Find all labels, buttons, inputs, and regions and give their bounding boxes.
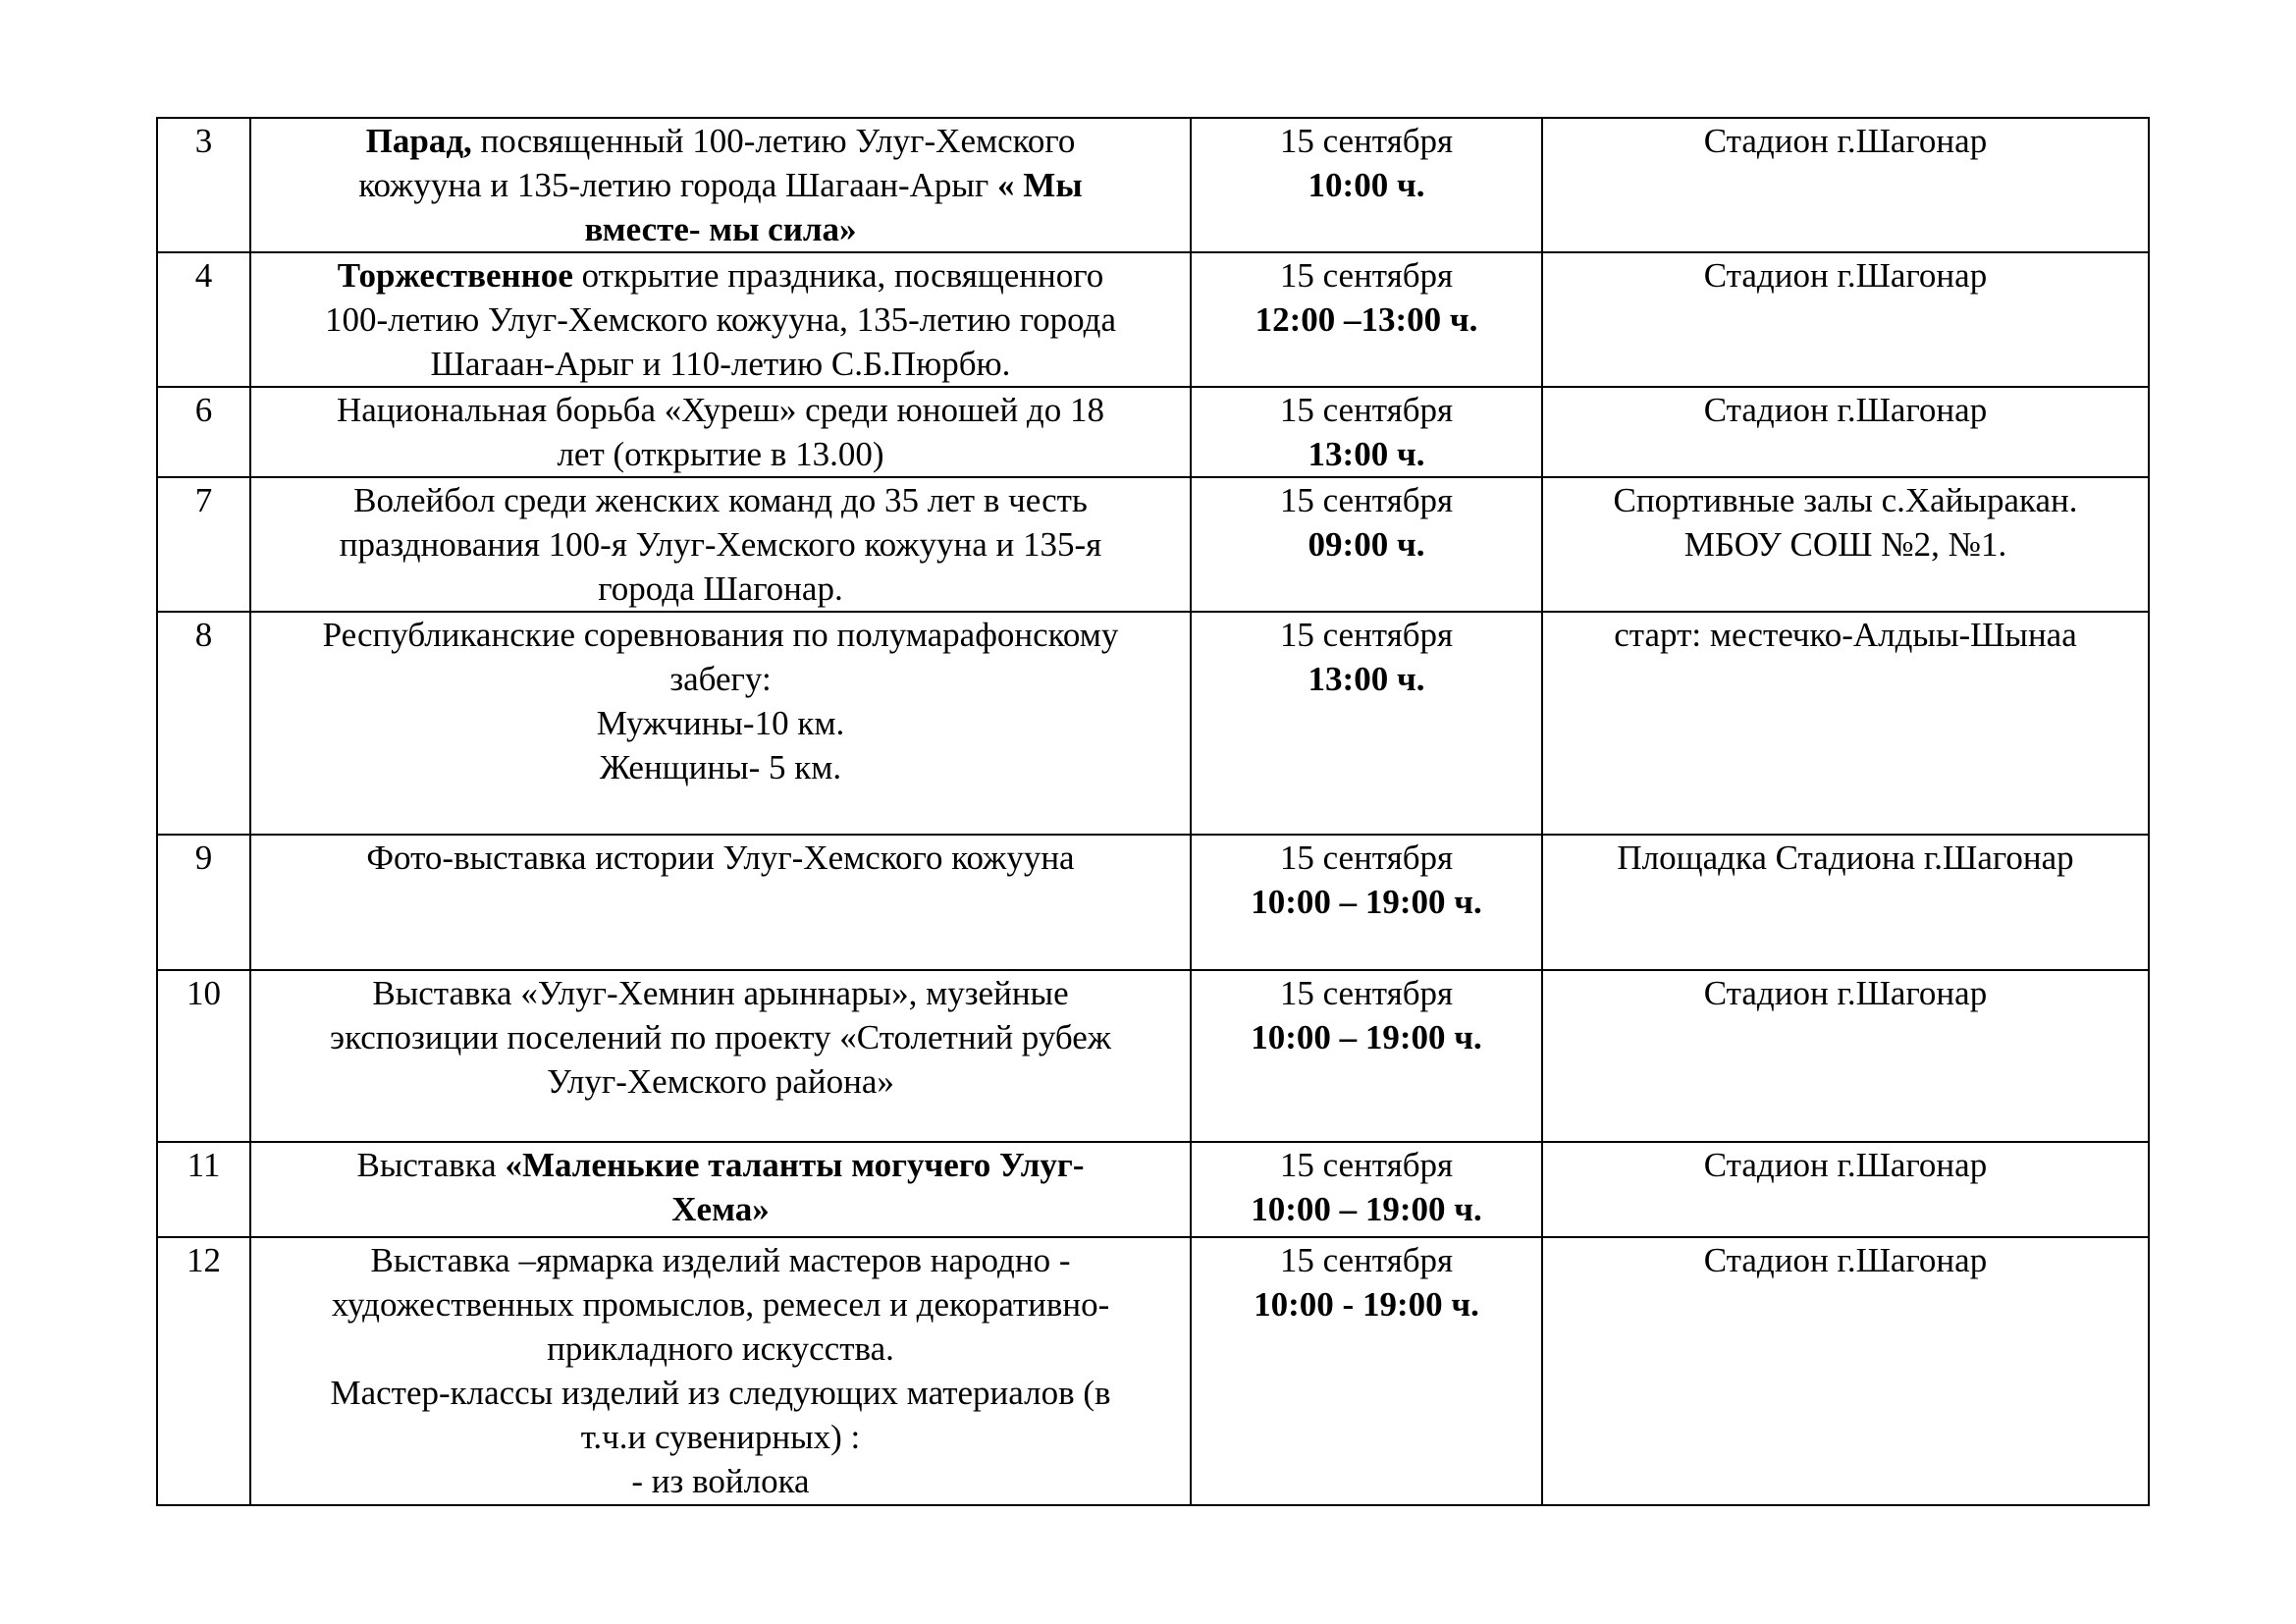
event-date-time — [1191, 835, 1542, 970]
location-line: Стадион г.Шагонар — [1703, 1146, 1988, 1184]
row-number: 6 — [157, 387, 250, 477]
event-location — [1542, 835, 2149, 970]
event-location — [1542, 612, 2149, 835]
table-row — [157, 1142, 2149, 1237]
event-date: 15 сентября — [1279, 391, 1454, 429]
event-time: 09:00 ч. — [1308, 525, 1425, 564]
event-date-time — [1191, 252, 1542, 387]
event-text: Мастер-классы изделий из следующих материалов (в — [330, 1374, 1111, 1412]
event-date-time — [1191, 477, 1542, 612]
row-number: 11 — [157, 1142, 250, 1237]
location-line: Стадион г.Шагонар — [1703, 256, 1988, 295]
event-line — [265, 1371, 1176, 1415]
event-line — [265, 478, 1176, 522]
event-line — [265, 1143, 1176, 1187]
event-description — [250, 477, 1191, 612]
event-text: 100-летию Улуг-Хемского кожууна, 135-летию города — [324, 300, 1117, 339]
event-line — [265, 342, 1176, 386]
location-line: старт: местечко-Алдыы-Шынаа — [1614, 616, 2077, 654]
event-line — [265, 253, 1176, 298]
event-line — [265, 1238, 1176, 1282]
event-time: 13:00 ч. — [1308, 660, 1425, 698]
event-line — [265, 1326, 1176, 1371]
row-number: 8 — [157, 612, 250, 835]
table-row — [157, 477, 2149, 612]
event-location — [1542, 118, 2149, 252]
event-line — [265, 388, 1176, 432]
event-text: забегу: — [669, 660, 772, 698]
event-text: Выставка –ярмарка изделий мастеров народно - — [370, 1241, 1071, 1279]
event-date: 15 сентября — [1279, 122, 1454, 160]
row-number: 4 — [157, 252, 250, 387]
event-date-time — [1191, 1142, 1542, 1237]
event-time: 10:00 – 19:00 ч. — [1251, 883, 1482, 921]
events-table-body — [157, 118, 2149, 1505]
event-text: Улуг-Хемского района» — [547, 1062, 894, 1101]
event-text: города Шагонар. — [598, 569, 843, 608]
row-number: 10 — [157, 970, 250, 1142]
event-description — [250, 252, 1191, 387]
event-text-bold: «Маленькие таланты могучего Улуг- — [505, 1146, 1085, 1184]
event-date: 15 сентября — [1279, 1241, 1454, 1279]
event-location — [1542, 477, 2149, 612]
event-text: Республиканские соревнования по полумарафонскому — [322, 616, 1119, 654]
table-row — [157, 1237, 2149, 1505]
row-number: 3 — [157, 118, 250, 252]
event-text-bold: вместе- мы сила» — [584, 210, 857, 248]
event-location — [1542, 1237, 2149, 1505]
row-number: 7 — [157, 477, 250, 612]
event-date-time — [1191, 612, 1542, 835]
event-text-bold: Торжественное — [337, 256, 573, 295]
event-description — [250, 118, 1191, 252]
location-line: Стадион г.Шагонар — [1703, 1241, 1988, 1279]
event-description — [250, 970, 1191, 1142]
event-line — [265, 567, 1176, 611]
event-time: 10:00 - 19:00 ч. — [1254, 1285, 1479, 1324]
event-line — [265, 836, 1176, 880]
event-text: Выставка «Улуг-Хемнин арыннары», музейные — [372, 974, 1069, 1012]
event-text: Национальная борьба «Хуреш» среди юношей до 18 — [337, 391, 1104, 429]
event-description — [250, 835, 1191, 970]
event-line — [265, 613, 1176, 657]
event-text: художественных промыслов, ремесел и декоративно- — [331, 1285, 1110, 1324]
event-text: Мужчины-10 км. — [596, 704, 845, 742]
table-row — [157, 387, 2149, 477]
event-line — [265, 1015, 1176, 1059]
event-text: Волейбол среди женских команд до 35 лет в честь — [353, 481, 1088, 519]
event-text-bold: Хема» — [671, 1190, 770, 1228]
table-row — [157, 612, 2149, 835]
location-line: Стадион г.Шагонар — [1703, 974, 1988, 1012]
event-date: 15 сентября — [1279, 616, 1454, 654]
event-line — [265, 298, 1176, 342]
event-description — [250, 1237, 1191, 1505]
event-line — [265, 119, 1176, 163]
row-number: 12 — [157, 1237, 250, 1505]
location-line: Стадион г.Шагонар — [1703, 391, 1988, 429]
location-line: МБОУ СОШ №2, №1. — [1683, 525, 2007, 564]
events-table — [156, 117, 2150, 1506]
event-location — [1542, 1142, 2149, 1237]
event-description — [250, 612, 1191, 835]
event-time: 12:00 –13:00 ч. — [1255, 300, 1478, 339]
event-date: 15 сентября — [1279, 256, 1454, 295]
event-text: открытие праздника, посвященного — [572, 256, 1104, 295]
event-text: кожууна и 135-летию города Шагаан-Арыг — [358, 166, 998, 204]
event-text: - из войлока — [631, 1462, 810, 1500]
table-row — [157, 118, 2149, 252]
event-text: экспозиции поселений по проекту «Столетний рубеж — [330, 1018, 1111, 1056]
location-line: Спортивные залы с.Хайыракан. — [1613, 481, 2078, 519]
table-row — [157, 252, 2149, 387]
event-location — [1542, 387, 2149, 477]
event-text: Женщины- 5 км. — [599, 748, 842, 786]
event-time: 13:00 ч. — [1308, 435, 1425, 473]
event-text-bold: « Мы — [997, 166, 1083, 204]
event-date-time — [1191, 118, 1542, 252]
event-line — [265, 207, 1176, 251]
event-date-time — [1191, 970, 1542, 1142]
event-line — [265, 163, 1176, 207]
event-text: лет (открытие в 13.00) — [557, 435, 884, 473]
event-text: празднования 100-я Улуг-Хемского кожууна и 135-я — [339, 525, 1102, 564]
event-line — [265, 1282, 1176, 1326]
event-date-time — [1191, 1237, 1542, 1505]
event-date-time — [1191, 387, 1542, 477]
event-time: 10:00 – 19:00 ч. — [1251, 1190, 1482, 1228]
row-number: 9 — [157, 835, 250, 970]
event-line — [265, 657, 1176, 701]
event-text: прикладного искусства. — [547, 1329, 894, 1368]
event-date: 15 сентября — [1279, 481, 1454, 519]
event-line — [265, 1059, 1176, 1104]
event-time: 10:00 – 19:00 ч. — [1251, 1018, 1482, 1056]
event-line — [265, 432, 1176, 476]
event-text: Шагаан-Арыг и 110-летию С.Б.Пюрбю. — [430, 345, 1011, 383]
event-date: 15 сентября — [1279, 839, 1454, 877]
event-line — [265, 1415, 1176, 1459]
event-line — [265, 522, 1176, 567]
event-line — [265, 971, 1176, 1015]
event-text-bold: Парад, — [365, 122, 472, 160]
event-text: т.ч.и сувенирных) : — [580, 1418, 861, 1456]
event-text: Фото-выставка истории Улуг-Хемского кожууна — [366, 839, 1075, 877]
event-text: Выставка — [356, 1146, 506, 1184]
event-description — [250, 1142, 1191, 1237]
event-text: посвященный 100-летию Улуг-Хемского — [471, 122, 1076, 160]
event-description — [250, 387, 1191, 477]
location-line: Площадка Стадиона г.Шагонар — [1617, 839, 2074, 877]
event-line — [265, 1459, 1176, 1503]
event-line — [265, 701, 1176, 745]
event-location — [1542, 252, 2149, 387]
event-date: 15 сентября — [1279, 1146, 1454, 1184]
location-line: Стадион г.Шагонар — [1703, 122, 1988, 160]
event-date: 15 сентября — [1279, 974, 1454, 1012]
table-row — [157, 970, 2149, 1142]
table-row — [157, 835, 2149, 970]
event-line — [265, 745, 1176, 789]
event-line — [265, 1187, 1176, 1231]
event-time: 10:00 ч. — [1308, 166, 1425, 204]
event-location — [1542, 970, 2149, 1142]
